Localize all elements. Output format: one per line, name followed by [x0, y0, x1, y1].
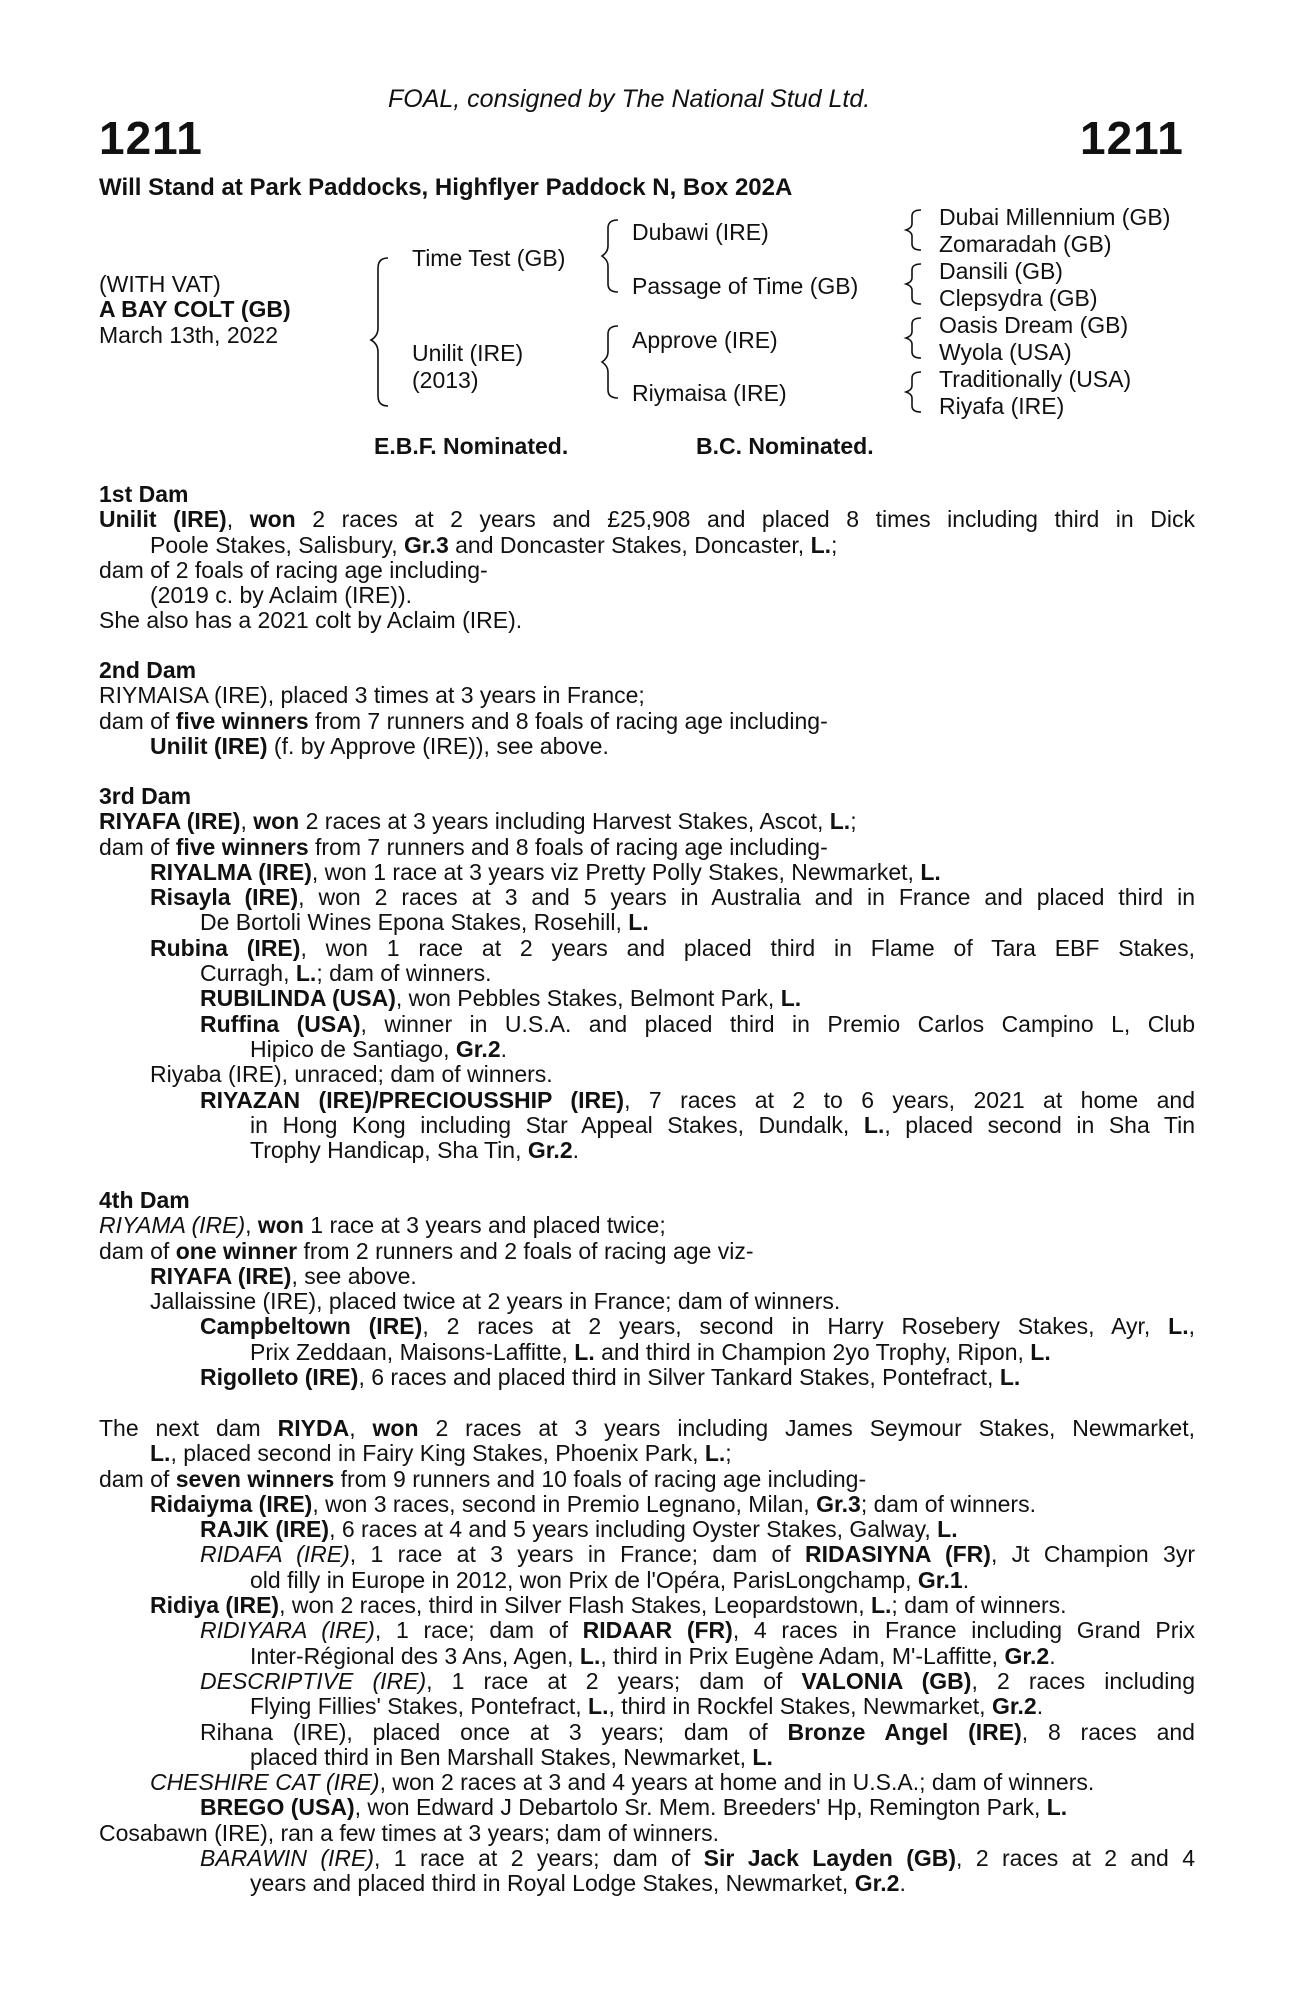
section-heading: 4th Dam: [99, 1187, 190, 1213]
fourth-dam-section: [99, 1188, 1195, 1390]
g3-brace-4: [906, 372, 921, 412]
text-line: dam of seven winners from 9 runners and 10 foals of racing age including-: [99, 1465, 867, 1492]
sire-dam-brace: [371, 258, 388, 406]
text-line: (2019 c. by Aclaim (IRE)).: [150, 582, 413, 609]
section-heading: 3rd Dam: [99, 783, 192, 809]
text-line: placed third in Ben Marshall Stakes, Newmarket, L.: [250, 1743, 773, 1770]
next-dam-section: [99, 1416, 1195, 1897]
ebf-nomination: E.B.F. Nominated.: [374, 433, 569, 459]
text-line: dam of five winners from 7 runners and 8 foals of racing age including-: [99, 707, 828, 734]
gen3-4: Clepsydra (GB): [939, 285, 1098, 311]
horse-name: A BAY COLT (GB): [99, 296, 291, 322]
text-line: BREGO (USA), won Edward J Debartolo Sr. Mem. Breeders' Hp, Remington Park, L.: [200, 1794, 1068, 1821]
lot-number-right: 1211: [1080, 112, 1184, 164]
text-line: She also has a 2021 colt by Aclaim (IRE).: [99, 607, 523, 634]
text-line: years and placed third in Royal Lodge Stakes, Newmarket, Gr.2.: [250, 1870, 906, 1897]
text-line: Unilit (IRE) (f. by Approve (IRE)), see above.: [150, 732, 609, 759]
text-line: Hipico de Santiago, Gr.2.: [250, 1035, 508, 1062]
text-line: RUBILINDA (USA), won Pebbles Stakes, Belmont Park, L.: [200, 985, 802, 1012]
section-heading: 1st Dam: [99, 481, 189, 507]
text-line: Curragh, L.; dam of winners.: [200, 960, 492, 987]
gen3-1: Dubai Millennium (GB): [939, 204, 1171, 230]
text-line: Poole Stakes, Salisbury, Gr.3 and Doncaster Stakes, Doncaster, L.;: [150, 531, 838, 558]
g3-brace-1: [906, 210, 921, 250]
gen3-8: Riyafa (IRE): [939, 393, 1065, 419]
gen3-6: Wyola (USA): [939, 339, 1072, 365]
dam-brace: [602, 326, 618, 398]
second-dam-section: [99, 658, 1195, 759]
text-line: RIYAFA (IRE), see above.: [150, 1262, 417, 1289]
text-line: Campbeltown (IRE), 2 races at 2 years, second in Harry Rosebery Stakes, Ayr, L.,: [200, 1313, 1195, 1340]
text-line: RIDAFA (IRE), 1 race at 3 years in France; dam of RIDASIYNA (FR), Jt Champion 3yr: [200, 1541, 1195, 1568]
text-line: dam of one winner from 2 runners and 2 foals of racing age viz-: [99, 1237, 754, 1264]
text-line: Flying Fillies' Stakes, Pontefract, L., third in Rockfel Stakes, Newmarket, Gr.2.: [250, 1693, 1044, 1720]
text-line: DESCRIPTIVE (IRE), 1 race at 2 years; dam of VALONIA (GB), 2 races including: [200, 1667, 1196, 1694]
sire-brace: [602, 220, 618, 292]
text-line: Riyaba (IRE), unraced; dam of winners.: [150, 1061, 553, 1088]
g3-brace-3: [906, 318, 921, 358]
sire: Time Test (GB): [412, 245, 566, 271]
text-line: Jallaissine (IRE), placed twice at 2 years in France; dam of winners.: [150, 1288, 841, 1315]
bc-nomination: B.C. Nominated.: [696, 433, 874, 459]
dam-year: (2013): [412, 367, 479, 393]
text-line: L., placed second in Fairy King Stakes, Phoenix Park, L.;: [150, 1440, 732, 1467]
text-line: RIDIYARA (IRE), 1 race; dam of RIDAAR (FR), 4 races in France including Grand Prix: [200, 1617, 1195, 1644]
text-line: RAJIK (IRE), 6 races at 4 and 5 years including Oyster Stakes, Galway, L.: [200, 1516, 958, 1543]
text-line: Risayla (IRE), won 2 races at 3 and 5 years in Australia and in France and placed third in: [150, 884, 1196, 911]
text-line: Rigolleto (IRE), 6 races and placed third in Silver Tankard Stakes, Pontefract, L.: [200, 1364, 1021, 1391]
text-line: Inter-Régional des 3 Ans, Agen, L., third in Prix Eugène Adam, M'-Laffitte, Gr.2.: [250, 1642, 1056, 1669]
stand-location: Will Stand at Park Paddocks, Highflyer Paddock N, Box 202A: [99, 174, 793, 201]
lot-number-left: 1211: [99, 112, 203, 164]
text-line: dam of 2 foals of racing age including-: [99, 556, 488, 583]
third-dam-section: [99, 784, 1195, 1163]
text-line: CHESHIRE CAT (IRE), won 2 races at 3 and 4 years at home and in U.S.A.; dam of winners.: [150, 1769, 1095, 1796]
gen3-2: Zomaradah (GB): [939, 231, 1112, 257]
text-line: Prix Zeddaan, Maisons-Laffitte, L. and third in Champion 2yo Trophy, Ripon, L.: [250, 1338, 1051, 1365]
vat-note: (WITH VAT): [99, 271, 221, 297]
section-heading: 2nd Dam: [99, 657, 197, 683]
text-line: old filly in Europe in 2012, won Prix de l'Opéra, ParisLongchamp, Gr.1.: [250, 1566, 970, 1593]
text-line: RIYAZAN (IRE)/PRECIOUSSHIP (IRE), 7 races at 2 to 6 years, 2021 at home and: [200, 1086, 1195, 1113]
text-line: RIYAMA (IRE), won 1 race at 3 years and placed twice;: [99, 1212, 666, 1239]
text-line: Ridiya (IRE), won 2 races, third in Silver Flash Stakes, Leopardstown, L.; dam of winners.: [150, 1592, 1067, 1619]
sire-sire: Dubawi (IRE): [632, 219, 769, 245]
text-line: Rihana (IRE), placed once at 3 years; dam of Bronze Angel (IRE), 8 races and: [200, 1718, 1195, 1745]
text-line: Ruffina (USA), winner in U.S.A. and placed third in Premio Carlos Campino L, Club: [200, 1010, 1195, 1037]
text-line: Trophy Handicap, Sha Tin, Gr.2.: [250, 1137, 580, 1164]
text-line: RIYAFA (IRE), won 2 races at 3 years including Harvest Stakes, Ascot, L.;: [99, 808, 857, 835]
gen3-7: Traditionally (USA): [939, 366, 1132, 392]
text-line: The next dam RIYDA, won 2 races at 3 years including James Seymour Stakes, Newmarket,: [99, 1415, 1195, 1441]
text-line: in Hong Kong including Star Appeal Stakes, Dundalk, L., placed second in Sha Tin: [250, 1111, 1195, 1138]
foaling-date: March 13th, 2022: [99, 322, 279, 348]
text-line: Unilit (IRE), won 2 races at 2 years and £25,908 and placed 8 times including third in Dick: [99, 506, 1195, 533]
dam-dam: Riymaisa (IRE): [632, 380, 787, 406]
text-line: dam of five winners from 7 runners and 8 foals of racing age including-: [99, 833, 828, 860]
text-line: BARAWIN (IRE), 1 race at 2 years; dam of Sir Jack Layden (GB), 2 races at 2 and 4: [200, 1845, 1195, 1872]
text-line: De Bortoli Wines Epona Stakes, Rosehill, L.: [200, 909, 649, 936]
text-line: Ridaiyma (IRE), won 3 races, second in Premio Legnano, Milan, Gr.3; dam of winners.: [150, 1490, 1036, 1517]
sire-dam: Passage of Time (GB): [632, 273, 859, 299]
text-line: RIYMAISA (IRE), placed 3 times at 3 years in France;: [99, 682, 645, 709]
text-line: Cosabawn (IRE), ran a few times at 3 years; dam of winners.: [99, 1819, 719, 1846]
gen3-5: Oasis Dream (GB): [939, 312, 1129, 338]
text-line: RIYALMA (IRE), won 1 race at 3 years viz Pretty Polly Stakes, Newmarket, L.: [150, 858, 941, 885]
consignor-line: FOAL, consigned by The National Stud Ltd.: [388, 85, 871, 113]
dam: Unilit (IRE): [412, 340, 524, 366]
text-line: Rubina (IRE), won 1 race at 2 years and placed third in Flame of Tara EBF Stakes,: [150, 934, 1195, 961]
dam-sire: Approve (IRE): [632, 327, 778, 353]
g3-brace-2: [906, 264, 921, 304]
first-dam-section: [99, 482, 1195, 634]
gen3-3: Dansili (GB): [939, 258, 1063, 284]
